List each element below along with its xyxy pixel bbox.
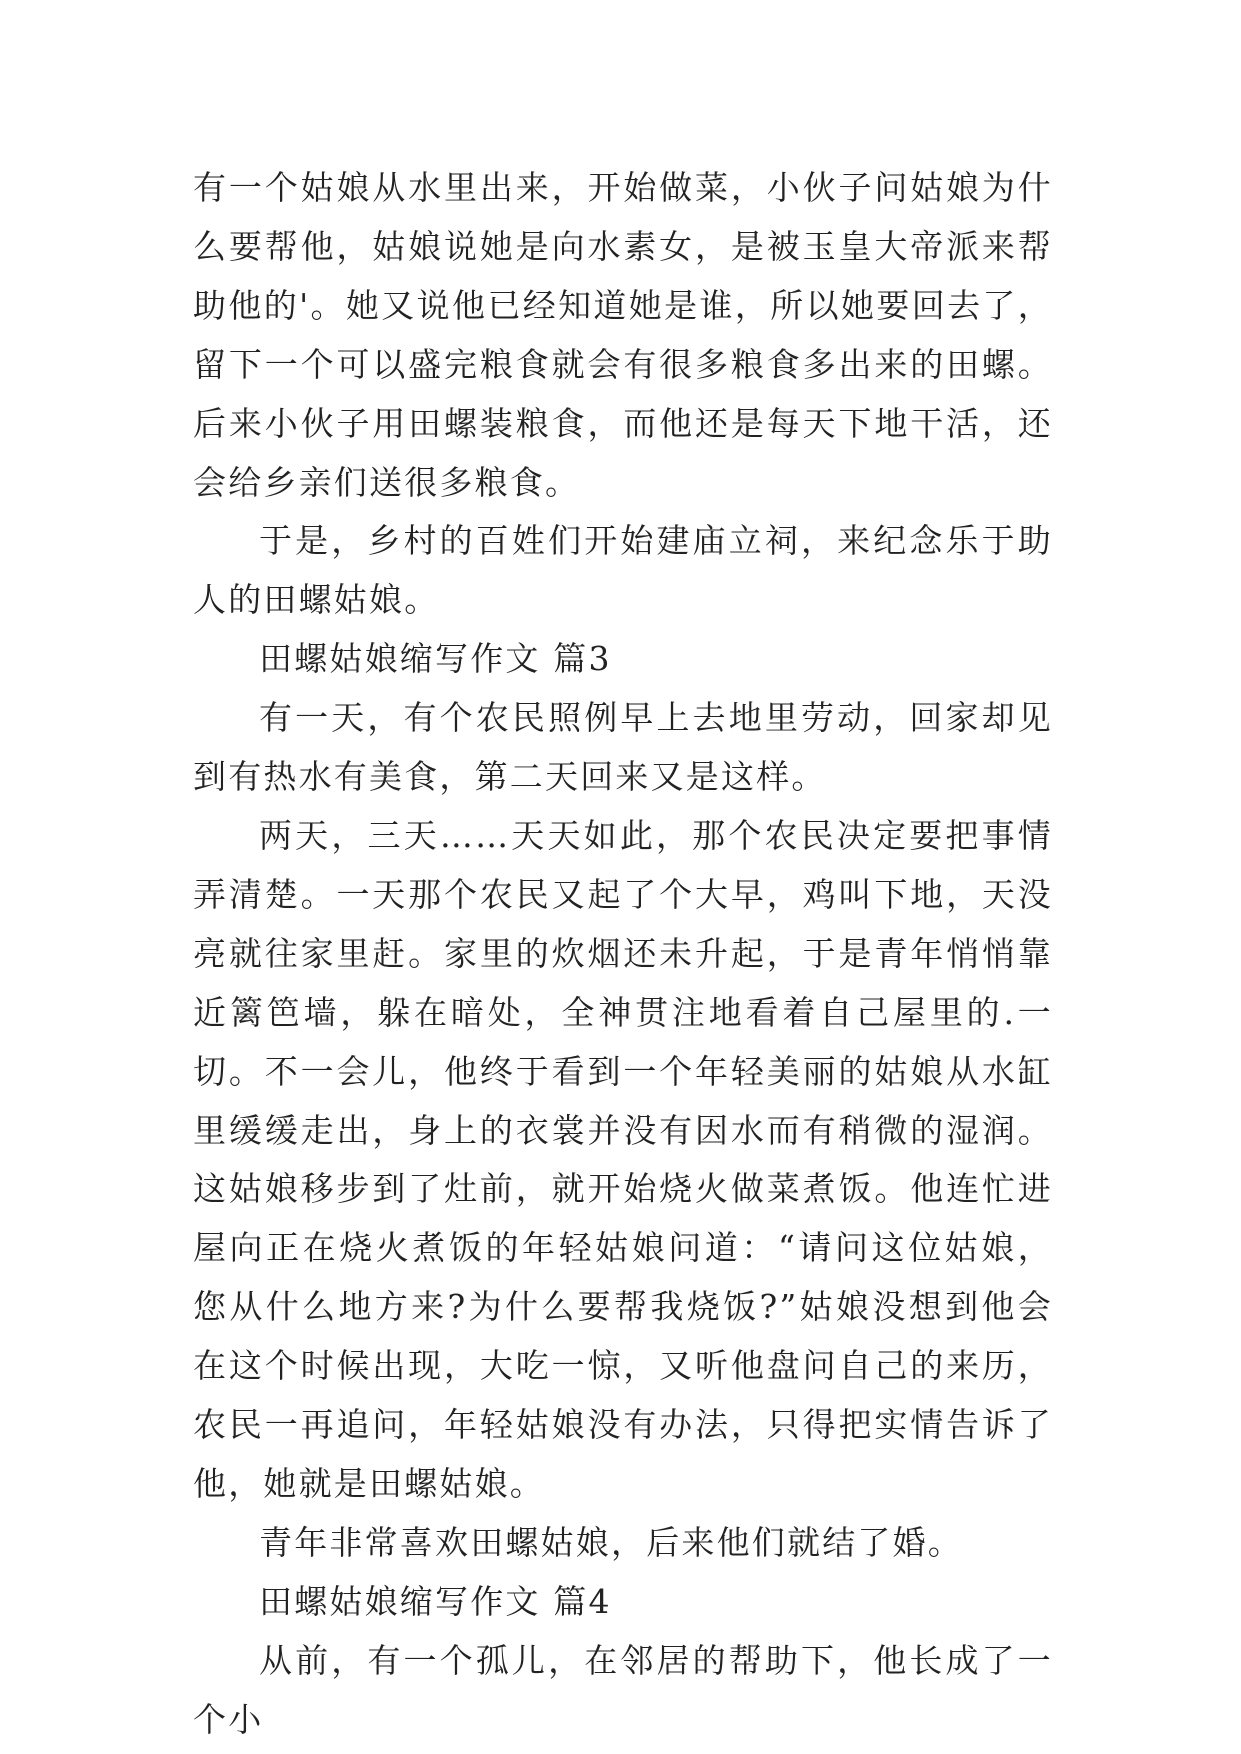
paragraph: 于是，乡村的百姓们开始建庙立祠，来纪念乐于助人的田螺姑娘。 xyxy=(193,521,1053,620)
document-body xyxy=(193,159,1053,1749)
paragraph-continued: 有一个姑娘从水里出来，开始做菜，小伙子问姑娘为什么要帮他，姑娘说她是向水素女，是被玉皇大帝派来帮助他的'。她又说他已经知道她是谁，所以她要回去了，留下一个可以盛完粮食就会有很多粮食多出来的田螺。后来小伙子用田螺装粮食，而他还是每天下地干活，还会给乡亲们送很多粮食。 xyxy=(193,168,1053,502)
paragraph: 青年非常喜欢田螺姑娘，后来他们就结了婚。 xyxy=(259,1522,963,1562)
paragraph: 从前，有一个孤儿，在邻居的帮助下，他长成了一个小 xyxy=(193,1640,1053,1739)
paragraph: 两天，三天……天天如此，那个农民决定要把事情弄清楚。一天那个农民又起了个大早，鸡叫下地，天没亮就往家里赶。家里的炊烟还未升起，于是青年悄悄靠近篱笆墙，躲在暗处，全神贯注地看着自己屋里的.一切。不一会儿，他终于看到一个年轻美丽的姑娘从水缸里缓缓走出，身上的衣裳并没有因水而有稍微的湿润。这姑娘移步到了灶前，就开始烧火做菜煮饭。他连忙进屋向正在烧火煮饭的年轻姑娘问道：“请问这位姑娘，您从什么地方来?为什么要帮我烧饭?”姑娘没想到他会在这个时候出现，大吃一惊，又听他盘问自己的来历，农民一再追问，年轻姑娘没有办法，只得把实情告诉了他，她就是田螺姑娘。 xyxy=(193,815,1053,1503)
section-heading: 田螺姑娘缩写作文 篇4 xyxy=(259,1581,612,1621)
section-heading: 田螺姑娘缩写作文 篇3 xyxy=(259,639,612,679)
paragraph: 有一天，有个农民照例早上去地里劳动，回家却见到有热水有美食，第二天回来又是这样。 xyxy=(193,698,1053,797)
